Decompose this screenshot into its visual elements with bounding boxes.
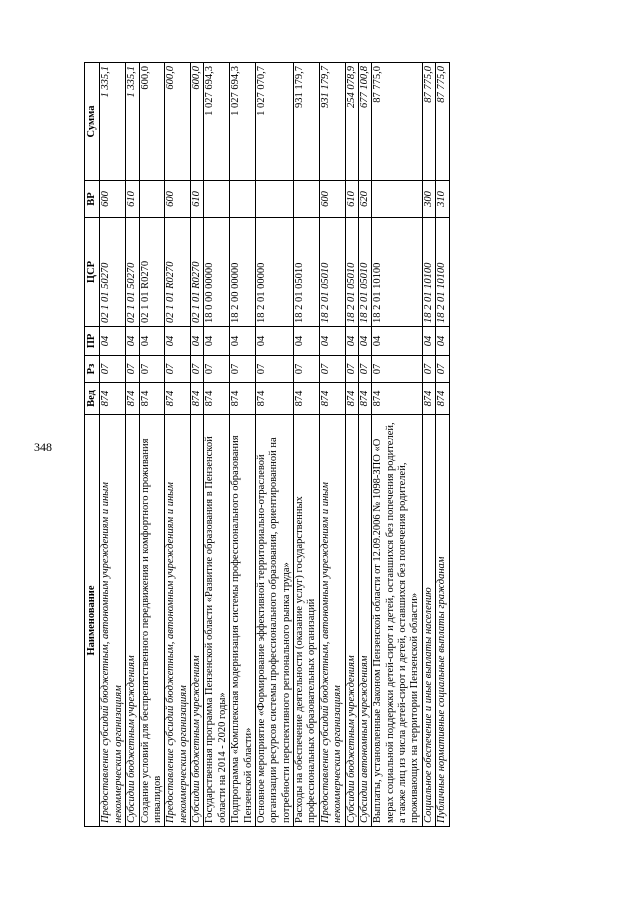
row-name: Основное мероприятие «Формирование эффективной территориально-отраслевой организации ресурсов системы профессионального образования, ориентированной на потребности перспективного регионального рынка труда» bbox=[255, 415, 293, 827]
row-ved: 874 bbox=[319, 383, 345, 415]
row-vr: 620 bbox=[358, 181, 371, 218]
row-pr: 04 bbox=[436, 327, 449, 356]
row-sum: 600,0 bbox=[139, 63, 165, 181]
table-row bbox=[372, 63, 423, 827]
row-pr: 04 bbox=[358, 327, 371, 356]
row-csr: 18 2 01 10100 bbox=[422, 218, 435, 327]
row-name: Выплаты, установленные Законом Пензенской области от 12.09.2006 № 1098-ЗПО «О мерах социальной поддержки детей-сирот и детей, оставшихся без попечения родителей, а также лиц из числа детей-сирот и детей, оставшихся без попечения родителей, проживающих на территории Пензенской области» bbox=[372, 415, 423, 827]
row-sum: 600,0 bbox=[191, 63, 204, 181]
row-sum: 1 335,1 bbox=[100, 63, 126, 181]
table-row bbox=[204, 63, 230, 827]
header-vr: ВР bbox=[85, 181, 100, 218]
row-csr: 18 2 01 05010 bbox=[319, 218, 345, 327]
header-sum: Сумма bbox=[85, 63, 100, 181]
row-name: Предоставление субсидий бюджетным, автономным учреждениям и иным некоммерческим организациям bbox=[100, 415, 126, 827]
table-row bbox=[165, 63, 191, 827]
row-pr: 04 bbox=[165, 327, 191, 356]
table-row bbox=[345, 63, 358, 827]
row-csr: 02 1 01 R0270 bbox=[165, 218, 191, 327]
row-rz: 07 bbox=[126, 356, 139, 383]
row-csr: 02 1 01 R0270 bbox=[139, 218, 165, 327]
row-ved: 874 bbox=[139, 383, 165, 415]
row-pr: 04 bbox=[372, 327, 423, 356]
row-csr: 02 1 01 R0270 bbox=[191, 218, 204, 327]
table-row bbox=[255, 63, 293, 827]
row-csr: 18 2 00 00000 bbox=[230, 218, 256, 327]
row-pr: 04 bbox=[230, 327, 256, 356]
table-row bbox=[436, 63, 449, 827]
row-vr bbox=[230, 181, 256, 218]
row-sum: 87 775,0 bbox=[436, 63, 449, 181]
table-row bbox=[294, 63, 320, 827]
row-name: Субсидии бюджетным учреждениям bbox=[345, 415, 358, 827]
row-ved: 874 bbox=[100, 383, 126, 415]
row-rz: 07 bbox=[358, 356, 371, 383]
table-row bbox=[422, 63, 435, 827]
row-pr: 04 bbox=[100, 327, 126, 356]
row-sum: 1 027 694,3 bbox=[230, 63, 256, 181]
row-csr: 18 2 01 10100 bbox=[372, 218, 423, 327]
row-name: Создание условий для беспрепятственного передвижения и комфортного проживания инвалидов bbox=[139, 415, 165, 827]
row-sum: 931 179,7 bbox=[319, 63, 345, 181]
row-csr: 18 2 01 00000 bbox=[255, 218, 293, 327]
row-pr: 04 bbox=[126, 327, 139, 356]
row-ved: 874 bbox=[372, 383, 423, 415]
row-name: Субсидии бюджетным учреждениям bbox=[126, 415, 139, 827]
row-ved: 874 bbox=[255, 383, 293, 415]
row-ved: 874 bbox=[230, 383, 256, 415]
row-csr: 02 1 01 50270 bbox=[126, 218, 139, 327]
row-csr: 18 2 01 05010 bbox=[345, 218, 358, 327]
row-sum: 87 775,0 bbox=[422, 63, 435, 181]
row-rz: 07 bbox=[319, 356, 345, 383]
row-ved: 874 bbox=[294, 383, 320, 415]
row-sum: 931 179,7 bbox=[294, 63, 320, 181]
row-name: Предоставление субсидий бюджетным, автономным учреждениям и иным некоммерческим организациям bbox=[319, 415, 345, 827]
header-rz: Рз bbox=[85, 356, 100, 383]
table-row bbox=[100, 63, 126, 827]
row-pr: 04 bbox=[345, 327, 358, 356]
table-body bbox=[100, 63, 449, 827]
budget-table bbox=[84, 62, 450, 827]
row-vr: 600 bbox=[319, 181, 345, 218]
row-sum: 254 078,9 bbox=[345, 63, 358, 181]
row-pr: 04 bbox=[191, 327, 204, 356]
row-rz: 07 bbox=[100, 356, 126, 383]
row-rz: 07 bbox=[165, 356, 191, 383]
page-number: 348 bbox=[34, 440, 52, 454]
row-vr: 610 bbox=[191, 181, 204, 218]
row-csr: 18 0 00 00000 bbox=[204, 218, 230, 327]
row-vr bbox=[204, 181, 230, 218]
row-sum: 1 335,1 bbox=[126, 63, 139, 181]
row-ved: 874 bbox=[422, 383, 435, 415]
row-name: Государственная программа Пензенской области «Развитие образования в Пензенской области на 2014 - 2020 годы» bbox=[204, 415, 230, 827]
row-vr bbox=[372, 181, 423, 218]
row-pr: 04 bbox=[422, 327, 435, 356]
row-rz: 07 bbox=[204, 356, 230, 383]
header-ved: Вед bbox=[85, 383, 100, 415]
row-ved: 874 bbox=[345, 383, 358, 415]
row-rz: 07 bbox=[422, 356, 435, 383]
table-row bbox=[139, 63, 165, 827]
row-csr: 18 2 01 05010 bbox=[358, 218, 371, 327]
table-row bbox=[358, 63, 371, 827]
row-vr bbox=[294, 181, 320, 218]
row-csr: 18 2 01 10100 bbox=[436, 218, 449, 327]
row-vr: 310 bbox=[436, 181, 449, 218]
row-sum: 87 775,0 bbox=[372, 63, 423, 181]
row-rz: 07 bbox=[230, 356, 256, 383]
row-sum: 677 100,8 bbox=[358, 63, 371, 181]
row-vr: 600 bbox=[165, 181, 191, 218]
row-name: Подпрограмма «Комплексная модернизация системы профессионального образования Пензенской области» bbox=[230, 415, 256, 827]
row-rz: 07 bbox=[294, 356, 320, 383]
row-ved: 874 bbox=[126, 383, 139, 415]
row-vr: 600 bbox=[100, 181, 126, 218]
table-row bbox=[191, 63, 204, 827]
row-rz: 07 bbox=[436, 356, 449, 383]
row-name: Расходы на обеспечение деятельности (оказание услуг) государственных профессиональных образовательных организаций bbox=[294, 415, 320, 827]
table-header-row bbox=[85, 63, 100, 827]
row-vr: 300 bbox=[422, 181, 435, 218]
row-vr: 610 bbox=[345, 181, 358, 218]
row-sum: 1 027 070,7 bbox=[255, 63, 293, 181]
row-name: Предоставление субсидий бюджетным, автономным учреждениям и иным некоммерческим организациям bbox=[165, 415, 191, 827]
row-name: Субсидии бюджетным учреждениям bbox=[191, 415, 204, 827]
row-pr: 04 bbox=[255, 327, 293, 356]
row-pr: 04 bbox=[204, 327, 230, 356]
header-csr: ЦСР bbox=[85, 218, 100, 327]
row-rz: 07 bbox=[255, 356, 293, 383]
budget-table-wrapper bbox=[84, 63, 556, 827]
row-sum: 1 027 694,3 bbox=[204, 63, 230, 181]
row-csr: 18 2 01 05010 bbox=[294, 218, 320, 327]
row-ved: 874 bbox=[204, 383, 230, 415]
row-ved: 874 bbox=[358, 383, 371, 415]
table-row bbox=[230, 63, 256, 827]
header-pr: ПР bbox=[85, 327, 100, 356]
row-ved: 874 bbox=[191, 383, 204, 415]
row-csr: 02 1 01 50270 bbox=[100, 218, 126, 327]
row-vr: 610 bbox=[126, 181, 139, 218]
row-sum: 600,0 bbox=[165, 63, 191, 181]
row-name: Социальное обеспечение и иные выплаты населению bbox=[422, 415, 435, 827]
row-ved: 874 bbox=[436, 383, 449, 415]
row-name: Публичные нормативные социальные выплаты гражданам bbox=[436, 415, 449, 827]
row-rz: 07 bbox=[345, 356, 358, 383]
row-rz: 07 bbox=[191, 356, 204, 383]
table-row bbox=[319, 63, 345, 827]
row-pr: 04 bbox=[319, 327, 345, 356]
row-rz: 07 bbox=[139, 356, 165, 383]
row-name: Субсидии автономным учреждениям bbox=[358, 415, 371, 827]
row-rz: 07 bbox=[372, 356, 423, 383]
row-pr: 04 bbox=[139, 327, 165, 356]
row-vr bbox=[255, 181, 293, 218]
header-name: Наименование bbox=[85, 415, 100, 827]
table-row bbox=[126, 63, 139, 827]
row-vr bbox=[139, 181, 165, 218]
row-ved: 874 bbox=[165, 383, 191, 415]
row-pr: 04 bbox=[294, 327, 320, 356]
